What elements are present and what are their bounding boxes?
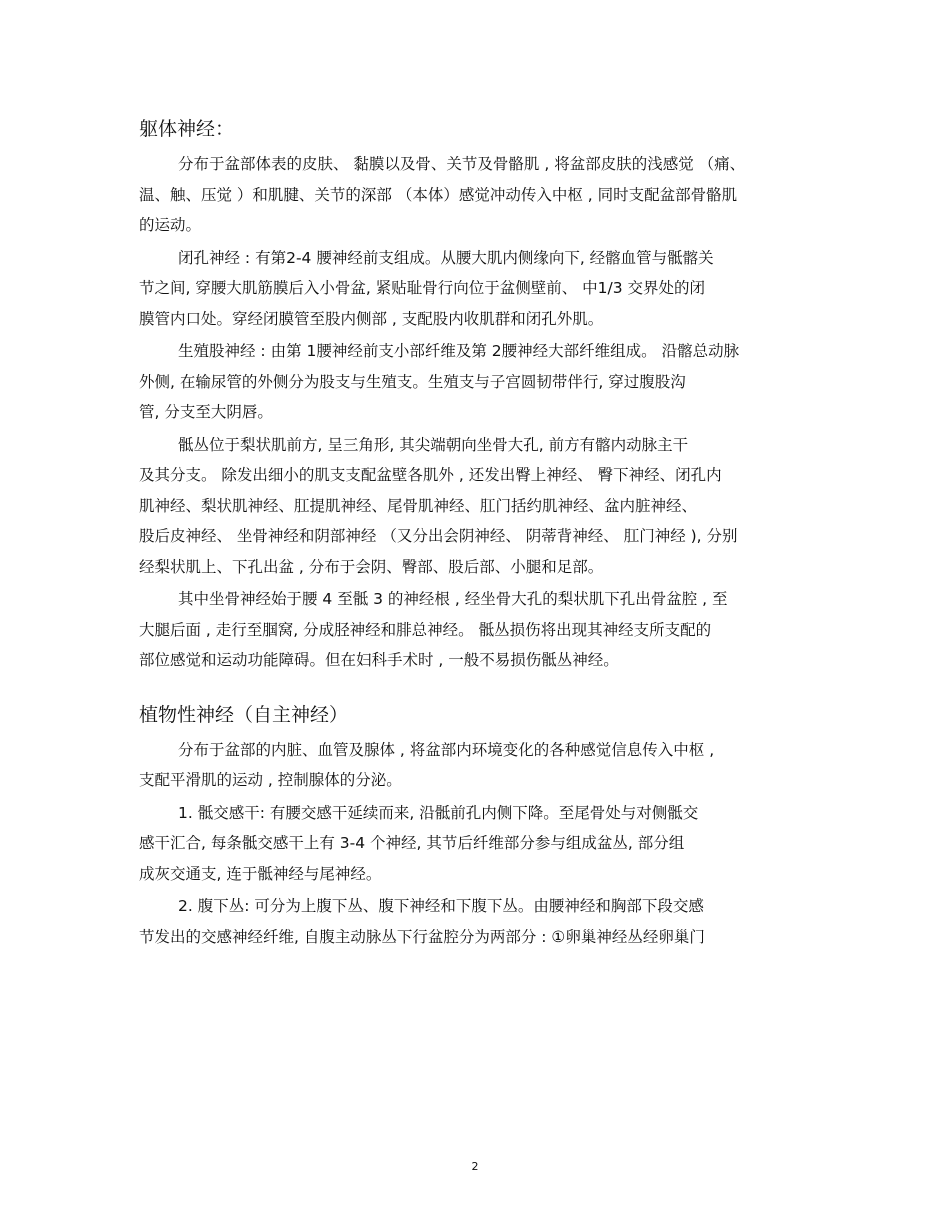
text-line: 节之间, 穿腰大肌筋膜后入小骨盆, 紧贴耻骨行向位于盆侧壁前、 中1/3 交界处的闭 — [139, 279, 706, 297]
text-line: 肌神经、梨状肌神经、肛提肌神经、尾骨肌神经、肛门括约肌神经、盆内脏神经、 — [139, 496, 698, 515]
paragraph-somatic-overview — [139, 149, 815, 241]
paragraph-sacral-sympathetic-trunk — [139, 798, 815, 890]
text-line: 及其分支。 除发出细小的肌支支配盆壁各肌外 , 还发出臀上神经、 臀下神经、闭孔内 — [139, 466, 722, 484]
text-line: 管, 分支至大阴唇。 — [139, 403, 273, 421]
text-line: 外侧, 在输尿管的外侧分为股支与生殖支。生殖支与子宫圆韧带伴行, 穿过腹股沟 — [139, 372, 686, 391]
text-line: 节发出的交感神经纤维, 自腹主动脉丛下行盆腔分为两部分 : ①卵巢神经丛经卵巢门 — [139, 927, 705, 946]
page-number: 2 — [471, 1160, 479, 1173]
text-line: 生殖股神经 : 由第 1腰神经前支小部纤维及第 2腰神经大部纤维组成。 沿髂总动脉 — [178, 342, 740, 360]
text-line: 大腿后面 , 走行至腘窝, 分成胫神经和腓总神经。 骶丛损伤将出现其神经支所支配的 — [139, 620, 712, 639]
text-line: 其中坐骨神经始于腰 4 至骶 3 的神经根 , 经坐骨大孔的梨状肌下孔出骨盆腔 , 至 — [178, 590, 728, 608]
text-line: 部位感觉和运动功能障碍。但在妇科手术时 , 一般不易损伤骶丛神经。 — [139, 651, 619, 669]
section-heading-autonomic-nerves: 植物性神经（自主神经） — [139, 703, 349, 726]
text-line: 2. 腹下丛: 可分为上腹下丛、腹下神经和下腹下丛。由腰神经和胸部下段交感 — [178, 897, 704, 915]
paragraph-genitofemoral-nerve — [139, 336, 815, 428]
text-line: 的运动。 — [139, 216, 202, 234]
text-line: 闭孔神经 : 有第2-4 腰神经前支组成。从腰大肌内侧缘向下, 经髂血管与骶髂关 — [178, 248, 714, 267]
paragraph-hypogastric-plexus — [139, 891, 815, 952]
text-line: 分布于盆部体表的皮肤、 黏膜以及骨、关节及骨骼肌 , 将盆部皮肤的浅感觉 （痛、 — [178, 155, 746, 173]
text-line: 经梨状肌上、下孔出盆 , 分布于会阴、臀部、股后部、小腿和足部。 — [139, 557, 604, 576]
text-line: 分布于盆部的内脏、血管及腺体 , 将盆部内环境变化的各种感觉信息传入中枢 , — [178, 740, 715, 759]
page-content — [139, 112, 815, 954]
text-line: 1. 骶交感干: 有腰交感干延续而来, 沿骶前孔内侧下降。至尾骨处与对侧骶交 — [178, 803, 699, 822]
paragraph-autonomic-overview — [139, 735, 815, 796]
text-line: 支配平滑肌的运动 , 控制腺体的分泌。 — [139, 771, 402, 789]
paragraph-obturator-nerve — [139, 243, 815, 335]
text-line: 股后皮神经、 坐骨神经和阴部神经 （又分出会阴神经、 阴蒂背神经、 肛门神经 ), 分别 — [139, 527, 738, 545]
section-heading-somatic-nerves: 躯体神经： — [139, 118, 235, 140]
paragraph-sciatic-nerve — [139, 584, 815, 676]
text-line: 膜管内口处。穿经闭膜管至股内侧部 , 支配股内收肌群和闭孔外肌。 — [139, 309, 604, 328]
text-line: 成灰交通支, 连于骶神经与尾神经。 — [139, 864, 382, 883]
text-line: 感干汇合, 每条骶交感干上有 3-4 个神经, 其节后纤维部分参与组成盆丛, 部分组 — [139, 834, 685, 852]
text-line: 温、触、压觉 ）和肌腱、关节的深部 （本体）感觉冲动传入中枢 , 同时支配盆部骨骼肌 — [139, 185, 738, 204]
paragraph-sacral-plexus — [139, 430, 815, 583]
text-line: 骶丛位于梨状肌前方, 呈三角形, 其尖端朝向坐骨大孔, 前方有髂内动脉主干 — [178, 435, 689, 454]
